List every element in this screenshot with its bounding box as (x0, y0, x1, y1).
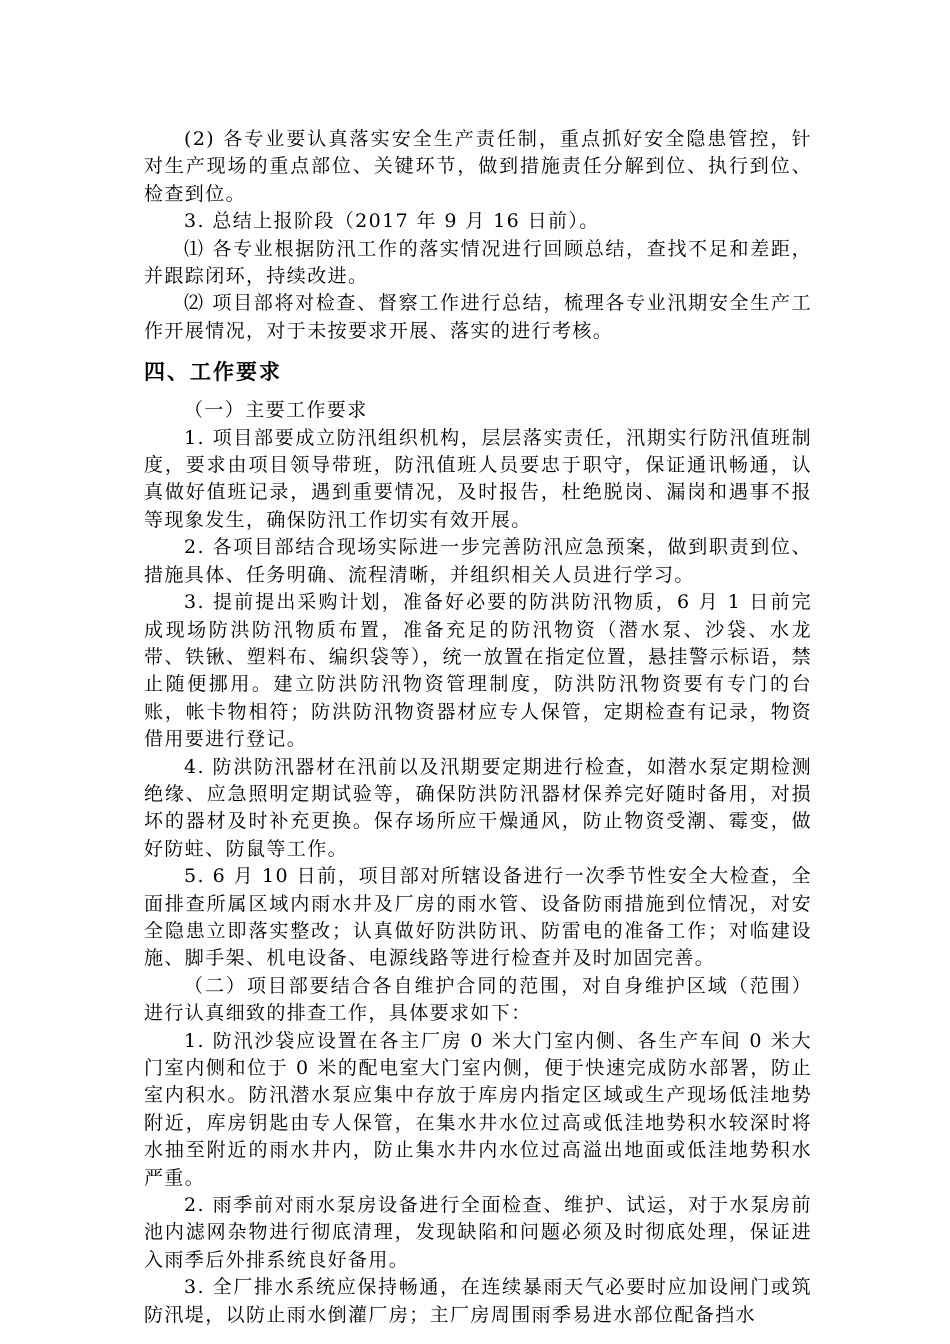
requirement-item-4: 4. 防洪防汛器材在汛前以及汛期要定期进行检查，如潜水泵定期检测绝缘、应急照明定期试验等，确保防洪防汛器材保养完好随时备用，对损坏的器材及时补充更换。保存场所应干燥通风，防止物资受潮、霉变，做好防蛀、防鼠等工作。 (144, 755, 812, 860)
paragraph-summary-1: ⑴ 各专业根据防汛工作的落实情况进行回顾总结，查找不足和差距，并跟踪闭环，持续改进。 (144, 237, 812, 288)
requirement-item-1: 1. 项目部要成立防汛组织机构，层层落实责任，汛期实行防汛值班制度，要求由项目领导带班，防汛值班人员要忠于职守，保证通讯畅通，认真做好值班记录，遇到重要情况，及时报告，杜绝脱岗、漏岗和遇事不报等现象发生，确保防汛工作切实有效开展。 (144, 426, 812, 531)
subsection-title-main-requirements: （一）主要工作要求 (184, 399, 368, 422)
paragraph-summary-2: ⑵ 项目部将对检查、督察工作进行总结，梳理各专业汛期安全生产工作开展情况，对于未按要求开展、落实的进行考核。 (144, 292, 812, 342)
paragraph-summary-stage: 3. 总结上报阶段（2017 年 9 月 16 日前）。 (184, 210, 600, 233)
inspection-item-1: 1. 防汛沙袋应设置在各主厂房 0 米大门室内侧、各生产车间 0 米大门室内侧和位于 0 米的配电室大门室内侧，便于快速完成防水部署，防止室内积水。防汛潜水泵应集中存放于库房内指定区域或生产现场低洼地势附近，库房钥匙由专人保管，在集水井水位过高或低洼地势积水较深时将水抽至附近的雨水井内，防止集水井内水位过高溢出地面或低洼地势积水严重。 (144, 1029, 812, 1189)
requirement-item-3: 3. 提前提出采购计划，准备好必要的防洪防汛物质，6 月 1 日前完成现场防洪防汛物质布置，准备充足的防汛物资（潜水泵、沙袋、水龙带、铁锹、塑料布、编织袋等），统一放置在指定位置，悬挂警示标语，禁止随便挪用。建立防洪防汛物资管理制度，防洪防汛物资要有专门的台账，帐卡物相符；防洪防汛物资器材应专人保管，定期检查有记录，物资借用要进行登记。 (144, 591, 812, 751)
requirement-item-2: 2. 各项目部结合现场实际进一步完善防汛应急预案，做到职责到位、措施具体、任务明确、流程清晰，并组织相关人员进行学习。 (144, 536, 812, 586)
subsection-title-inspection: （二）项目部要结合各自维护合同的范围，对自身维护区域（范围）进行认真细致的排查工作，具体要求如下： (144, 974, 812, 1025)
section-heading-work-requirements: 四、工作要求 (144, 359, 282, 385)
inspection-item-3: 3. 全厂排水系统应保持畅通，在连续暴雨天气必要时应加设闸门或筑防汛堤，以防止雨水倒灌厂房；主厂房周围雨季易进水部位配备挡水 (144, 1276, 812, 1326)
inspection-item-2: 2. 雨季前对雨水泵房设备进行全面检查、维护、试运，对于水泵房前池内滤网杂物进行彻底清理，发现缺陷和问题必须及时彻底处理，保证进入雨季后外排系统良好备用。 (144, 1194, 812, 1271)
paragraph-prev-2: (2) 各专业要认真落实安全生产责任制，重点抓好安全隐患管控，针对生产现场的重点部位、关键环节，做到措施责任分解到位、执行到位、检查到位。 (144, 128, 812, 205)
requirement-item-5: 5. 6 月 10 日前，项目部对所辖设备进行一次季节性安全大检查，全面排查所属区域内雨水井及厂房的雨水管、设备防雨措施到位情况，对安全隐患立即落实整改；认真做好防洪防讯、防雷电的准备工作；对临建设施、脚手架、机电设备、电源线路等进行检查并及时加固完善。 (144, 865, 812, 970)
